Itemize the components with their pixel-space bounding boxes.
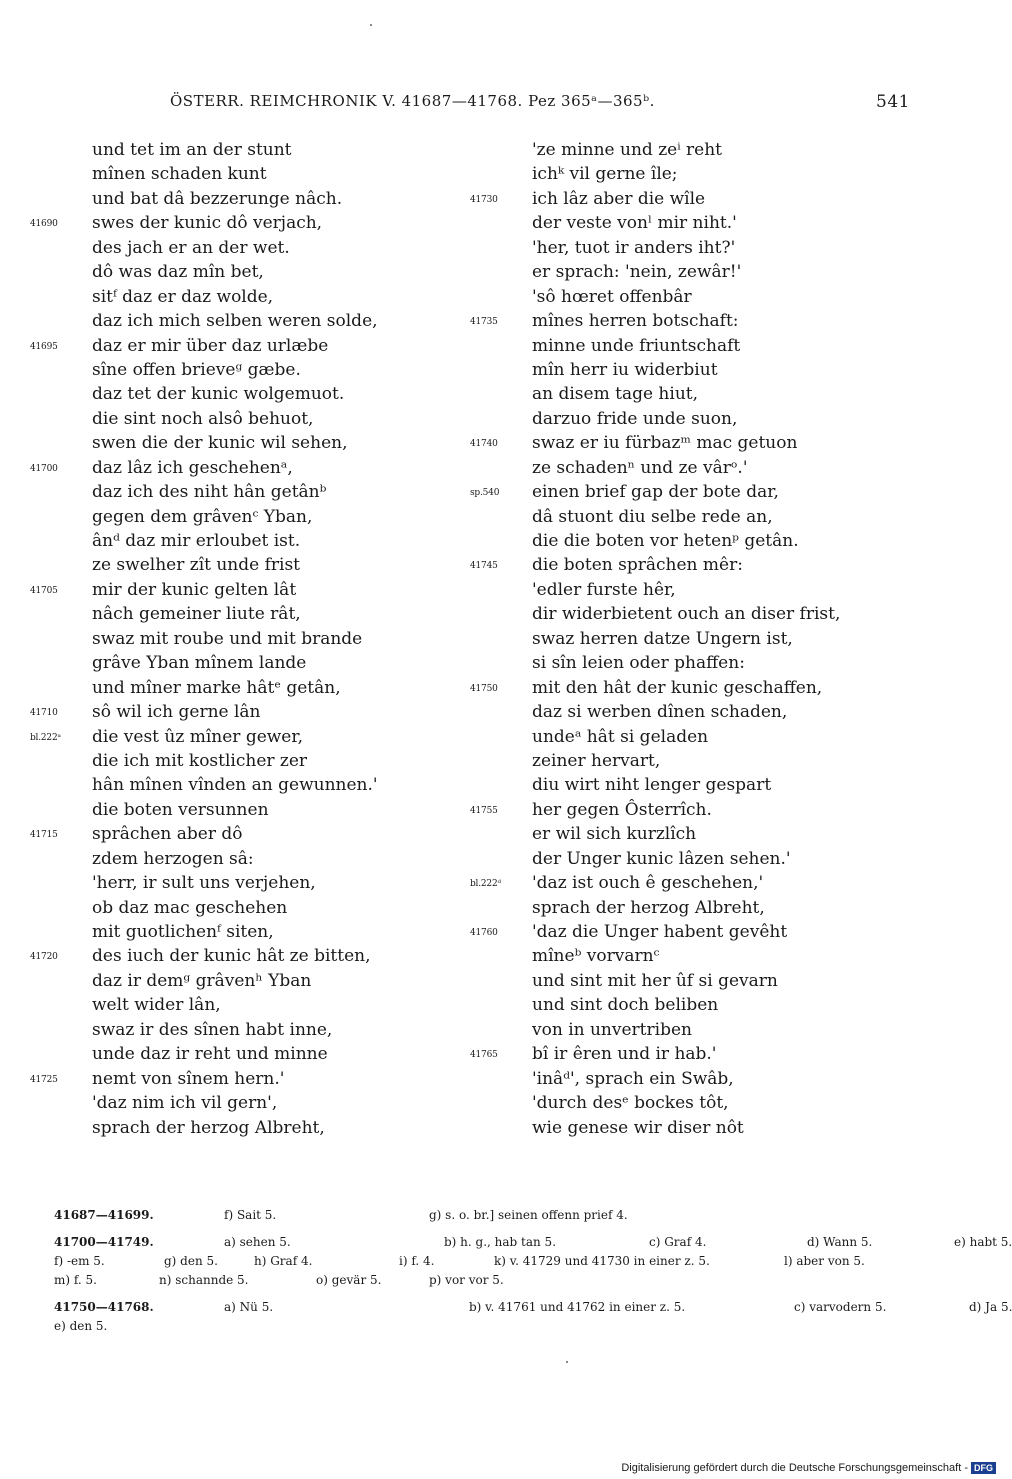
verse-text: gegen dem grâvenᶜ Yban, [92, 506, 313, 527]
apparatus-note: c) Graf 4. [649, 1235, 707, 1249]
verse-text: von in unvertriben [532, 1019, 692, 1040]
verse-text: nemt von sînem hern.' [92, 1068, 285, 1089]
verse-text: sprâchen aber dô [92, 824, 243, 845]
verse-text: daz ich mich selben weren solde, [92, 311, 378, 332]
verse-line [470, 1116, 870, 1140]
verse-line [470, 407, 870, 431]
verse-text: welt wider lân, [92, 995, 221, 1016]
verse-text: diu wirt niht lenger gespart [532, 775, 772, 796]
verse-line [470, 382, 870, 406]
verse-text: und sint doch beliben [532, 995, 719, 1016]
apparatus-row [54, 1233, 1012, 1252]
verse-text: er wil sich kurzlîch [532, 824, 697, 845]
apparatus-note: g) den 5. [164, 1254, 218, 1268]
verse-text: sprach der herzog Albreht, [92, 1117, 325, 1138]
verse-text: bî ir êren und ir hab.' [532, 1044, 717, 1065]
verse-line [470, 651, 870, 675]
verse-line [30, 773, 430, 797]
verse-text: unde daz ir reht und minne [92, 1044, 328, 1065]
line-number: 41745 [470, 561, 498, 572]
verse-line [30, 553, 430, 577]
verse-text: mînen schaden kunt [92, 164, 267, 185]
verse-line [470, 773, 870, 797]
apparatus-note: g) s. o. br.] seinen offenn prief 4. [429, 1208, 628, 1222]
verse-text: ob daz mac geschehen [92, 897, 288, 918]
line-number: 41715 [30, 830, 58, 841]
line-number: 41690 [30, 219, 58, 230]
verse-line [30, 969, 430, 993]
verse-line [470, 1067, 870, 1091]
verse-text: die ich mit kostlicher zer [92, 750, 308, 771]
verse-line [30, 1018, 430, 1042]
verse-line [30, 480, 430, 504]
verse-text: und tet im an der stunt [92, 140, 292, 160]
left-verse-column [30, 138, 430, 1140]
verse-text: er sprach: 'nein, zewâr!' [532, 262, 742, 283]
verse-text: swes der kunic dô verjach, [92, 213, 323, 234]
verse-line [30, 358, 430, 382]
verse-line [470, 431, 870, 455]
line-number: 41725 [30, 1074, 58, 1085]
apparatus-note: l) aber von 5. [784, 1254, 865, 1268]
verse-text: mîneᵇ vorvarnᶜ [532, 946, 660, 967]
verse-text: an disem tage hiut, [532, 384, 698, 405]
verse-text: ze swelher zît unde frist [92, 555, 301, 576]
apparatus-note: o) gevär 5. [316, 1273, 382, 1287]
verse-line [470, 1042, 870, 1066]
verse-line [470, 676, 870, 700]
apparatus-note: h) Graf 4. [254, 1254, 313, 1268]
verse-line [470, 529, 870, 553]
verse-text: nâch gemeiner liute rât, [92, 604, 301, 625]
apparatus-note: i) f. 4. [399, 1254, 435, 1268]
verse-line [470, 700, 870, 724]
apparatus-note: m) f. 5. [54, 1273, 97, 1287]
verse-line [470, 211, 870, 235]
verse-text: dô was daz mîn bet, [92, 262, 264, 283]
apparatus-block [54, 1298, 1012, 1336]
apparatus-row [54, 1298, 1012, 1317]
verse-line [30, 1042, 430, 1066]
verse-text: her gegen Ôsterrîch. [532, 799, 712, 820]
verse-text: daz er mir über daz urlæbe [92, 335, 329, 356]
verse-text: des iuch der kunic hât ze bitten, [92, 946, 371, 967]
verse-text: ich lâz aber die wîle [532, 188, 706, 209]
verse-line [30, 602, 430, 626]
line-number: 41760 [470, 928, 498, 938]
apparatus-block [54, 1233, 1012, 1290]
verse-text: mit den hât der kunic geschaffen, [532, 677, 823, 698]
verse-line [470, 505, 870, 529]
line-number: bl.222ᵈ [470, 879, 501, 890]
verse-text: mîn herr iu widerbiut [532, 359, 718, 380]
verse-text: der Unger kunic lâzen sehen.' [532, 848, 791, 869]
verse-text: zdem herzogen sâ: [92, 848, 254, 869]
verse-line [30, 651, 430, 675]
verse-line [470, 1091, 870, 1115]
verse-text: sîne offen brieveᵍ gæbe. [92, 359, 301, 380]
verse-text: wie genese wir diser nôt [532, 1117, 744, 1138]
line-number: 41735 [470, 317, 498, 328]
verse-line [30, 187, 430, 211]
verse-line [30, 725, 430, 749]
verse-line [470, 162, 870, 186]
apparatus-note: d) Wann 5. [807, 1235, 873, 1249]
critical-apparatus [54, 1206, 1012, 1344]
verse-line [30, 505, 430, 529]
apparatus-note: a) Nü 5. [224, 1300, 274, 1314]
verse-text: mit guotlichenᶠ siten, [92, 922, 274, 942]
verse-line [30, 236, 430, 260]
verse-line [470, 822, 870, 846]
line-number: bl.222ᵃ [30, 732, 61, 743]
verse-text: ze schadenⁿ und ze vârᵒ.' [532, 457, 748, 478]
verse-line [470, 993, 870, 1017]
verse-line [30, 260, 430, 284]
verse-line [470, 725, 870, 749]
verse-text: swaz mit roube und mit brande [92, 628, 363, 649]
line-number: 41755 [470, 805, 498, 816]
verse-text: 'edler furste hêr, [532, 579, 676, 600]
verse-text: die vest ûz mîner gewer, [92, 726, 304, 747]
apparatus-note: p) vor vor 5. [429, 1273, 504, 1287]
verse-text: einen brief gap der bote dar, [532, 482, 779, 503]
verse-text: und mîner marke hâtᵉ getân, [92, 677, 341, 698]
apparatus-row [54, 1317, 914, 1336]
apparatus-row [54, 1206, 914, 1225]
verse-line [470, 334, 870, 358]
verse-line [470, 871, 870, 895]
verse-text: 'daz nim ich vil gern', [92, 1093, 278, 1114]
verse-text: grâve Yban mînem lande [92, 653, 307, 674]
verse-line [30, 1091, 430, 1115]
verse-text: sitᶠ daz er daz wolde, [92, 286, 274, 307]
verse-text: minne unde friuntschaft [532, 335, 741, 356]
verse-line [30, 920, 430, 944]
verse-line [470, 602, 870, 626]
verse-text: 'ze minne und zeⁱ reht [532, 140, 723, 160]
verse-text: daz ir demᵍ grâvenʰ Yban [92, 970, 312, 991]
verse-line [470, 456, 870, 480]
verse-line [30, 456, 430, 480]
verse-text: si sîn leien oder phaffen: [532, 653, 745, 674]
apparatus-note: c) varvodern 5. [794, 1300, 887, 1314]
verse-text: swen die der kunic wil sehen, [92, 433, 348, 454]
verse-line [470, 260, 870, 284]
verse-text: darzuo fride unde suon, [532, 408, 738, 429]
apparatus-note: d) Ja 5. [969, 1300, 1012, 1314]
line-number: 41705 [30, 585, 58, 596]
page-number: 541 [876, 92, 910, 112]
header-title: ÖSTERR. REIMCHRONIK V. 41687—41768. Pez 365ᵃ—365ᵇ. [170, 92, 655, 110]
verse-line [30, 309, 430, 333]
apparatus-row [54, 1252, 914, 1271]
line-number: 41750 [470, 683, 498, 694]
verse-line [30, 1067, 430, 1091]
verse-text: daz si werben dînen schaden, [532, 702, 788, 723]
right-verse-column [470, 138, 870, 1140]
verse-text: der veste vonˡ mir niht.' [532, 213, 737, 234]
line-number: 41710 [30, 708, 58, 719]
verse-line [470, 896, 870, 920]
verse-text: 'her, tuot ir anders iht?' [532, 237, 736, 258]
verse-text: zeiner hervart, [532, 750, 661, 771]
verse-line [470, 944, 870, 968]
apparatus-note: f) Sait 5. [224, 1208, 277, 1222]
verse-text: sô wil ich gerne lân [92, 702, 261, 723]
verse-text: dâ stuont diu selbe rede an, [532, 506, 773, 527]
verse-text: die boten sprâchen mêr: [532, 555, 743, 576]
verse-text: 'sô hœret offenbâr [532, 286, 692, 307]
verse-line [470, 309, 870, 333]
apparatus-note: n) schannde 5. [159, 1273, 249, 1287]
verse-line [470, 798, 870, 822]
verse-text: sprach der herzog Albreht, [532, 897, 765, 918]
verse-line [470, 138, 870, 162]
footer-text: Digitalisierung gefördert durch die Deutsche Forschungsgemeinschaft - [621, 1462, 968, 1474]
digitization-footer [621, 1462, 996, 1474]
verse-line [30, 847, 430, 871]
scan-speck [566, 1361, 568, 1363]
verse-line [30, 700, 430, 724]
line-number: 41700 [30, 463, 58, 474]
line-number: 41695 [30, 341, 58, 352]
verse-text: mînes herren botschaft: [532, 311, 739, 332]
verse-text: und bat dâ bezzerunge nâch. [92, 188, 343, 209]
verse-line [30, 138, 430, 162]
verse-line [30, 1116, 430, 1140]
apparatus-note: k) v. 41729 und 41730 in einer z. 5. [494, 1254, 710, 1268]
apparatus-range: 41750—41768. [54, 1300, 154, 1314]
verse-line [30, 627, 430, 651]
line-number: 41740 [470, 439, 498, 450]
verse-line [470, 578, 870, 602]
verse-line [30, 285, 430, 309]
verse-line [30, 871, 430, 895]
verse-text: und sint mit her ûf si gevarn [532, 970, 778, 991]
verse-line [470, 236, 870, 260]
verse-text: die sint noch alsô behuot, [92, 408, 314, 429]
apparatus-note: b) h. g., hab tan 5. [444, 1235, 557, 1249]
verse-text: 'daz ist ouch ê geschehen,' [532, 873, 764, 894]
verse-line [30, 749, 430, 773]
verse-text: dir widerbietent ouch an diser frist, [532, 604, 841, 625]
verse-text: swaz herren datze Ungern ist, [532, 628, 793, 649]
verse-line [30, 407, 430, 431]
verse-text: swaz ir des sînen habt inne, [92, 1019, 333, 1040]
apparatus-block [54, 1206, 914, 1225]
verse-line [470, 358, 870, 382]
verse-line [30, 162, 430, 186]
verse-line [30, 211, 430, 235]
verse-text: hân mînen vînden an gewunnen.' [92, 775, 378, 796]
verse-text: 'inâᵈ', sprach ein Swâb, [532, 1068, 734, 1089]
verse-line [470, 1018, 870, 1042]
verse-text: 'daz die Unger habent gevêht [532, 922, 788, 942]
verse-text: ânᵈ daz mir erloubet ist. [92, 531, 301, 551]
scan-speck [370, 24, 372, 26]
apparatus-row [54, 1271, 914, 1290]
verse-line [30, 334, 430, 358]
verse-text: 'herr, ir sult uns verjehen, [92, 873, 316, 894]
verse-line [470, 285, 870, 309]
verse-text: die boten versunnen [92, 799, 269, 820]
verse-text: undeᵃ hât si geladen [532, 726, 709, 747]
verse-line [30, 529, 430, 553]
verse-line [30, 382, 430, 406]
verse-line [30, 944, 430, 968]
verse-text: die die boten vor hetenᵖ getân. [532, 531, 799, 551]
apparatus-range: 41687—41699. [54, 1208, 154, 1222]
dfg-logo: DFG [971, 1462, 996, 1474]
verse-line [470, 969, 870, 993]
verse-line [470, 847, 870, 871]
verse-line [470, 480, 870, 504]
verse-text: daz tet der kunic wolgemuot. [92, 384, 345, 405]
verse-text: mir der kunic gelten lât [92, 579, 297, 600]
verse-line [30, 798, 430, 822]
verse-text: daz lâz ich geschehenᵃ, [92, 457, 293, 478]
verse-line [30, 431, 430, 455]
verse-text: ichᵏ vil gerne île; [532, 164, 678, 185]
verse-line [30, 676, 430, 700]
verse-text: swaz er iu fürbazᵐ mac getuon [532, 433, 798, 454]
line-number: 41765 [470, 1050, 498, 1061]
verse-line [470, 627, 870, 651]
line-number: sp.540 [470, 488, 500, 499]
apparatus-note: e) habt 5. [954, 1235, 1012, 1249]
verse-line [30, 993, 430, 1017]
verse-line [470, 749, 870, 773]
apparatus-note: a) sehen 5. [224, 1235, 291, 1249]
line-number: 41730 [470, 194, 498, 205]
apparatus-range: 41700—41749. [54, 1235, 154, 1249]
apparatus-note: b) v. 41761 und 41762 in einer z. 5. [469, 1300, 686, 1314]
verse-text: 'durch desᵉ bockes tôt, [532, 1093, 729, 1114]
line-number: 41720 [30, 952, 58, 963]
apparatus-note: f) -em 5. [54, 1254, 105, 1268]
verse-line [470, 920, 870, 944]
verse-line [470, 187, 870, 211]
verse-line [30, 822, 430, 846]
verse-text: daz ich des niht hân getânᵇ [92, 482, 327, 503]
verse-line [30, 578, 430, 602]
verse-line [470, 553, 870, 577]
verse-line [30, 896, 430, 920]
apparatus-note: e) den 5. [54, 1319, 108, 1333]
verse-text: des jach er an der wet. [92, 237, 290, 258]
